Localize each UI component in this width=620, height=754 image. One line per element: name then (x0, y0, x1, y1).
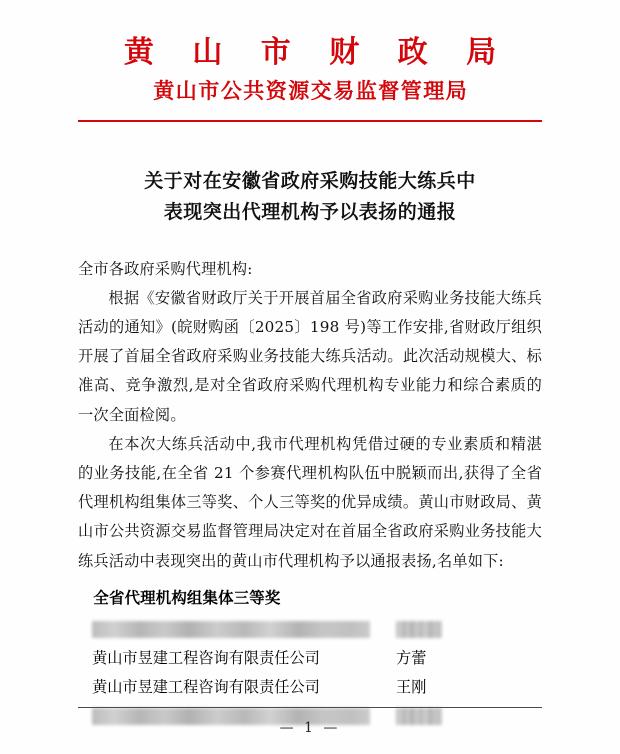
table-row (78, 615, 542, 644)
award-heading: 全省代理机构组集体三等奖 (93, 588, 281, 607)
award-name-table (78, 615, 542, 731)
salutation: 全市各政府采购代理机构: (78, 259, 253, 278)
letterhead (78, 0, 542, 122)
redaction-block (92, 621, 370, 638)
row-organization: 黄山市昱建工程咨询有限责任公司 (92, 677, 320, 696)
table-row (78, 673, 542, 702)
page-number: — 1 — (279, 720, 341, 736)
row-organization: 黄山市昱建工程咨询有限责任公司 (92, 648, 320, 667)
letterhead-red-rule (78, 120, 542, 122)
redaction-block (396, 621, 442, 638)
table-row (78, 644, 542, 673)
title-line-2: 表现突出代理机构予以表扬的通报 (163, 201, 457, 224)
body-paragraph-2: 在本次大练兵活动中,我市代理机构凭借过硬的专业素质和精湛的业务技能,在全省 21 个参赛代理机构队伍中脱颖而出,获得了全省代理机构组集体三等奖、个人三等奖的优异成绩。黄山市财政局、黄山市公共资源交易监督管理局决定对在首届全省政府采购业务技能大练兵活动中表现突出的黄山市代理机构予以通报表扬,名单如下: (78, 434, 542, 570)
document-body (78, 255, 542, 576)
row-person: 王刚 (396, 677, 427, 696)
body-paragraph-1: 根据《安徽省财政厅关于开展首届全省政府采购业务技能大练兵活动的通知》(皖财购函〔2025〕198 号)等工作安排,省财政厅组织开展了首届全省政府采购业务技能大练兵活动。此次活动规模大、标准高、竞争激烈,是对全省政府采购代理机构专业能力和综合素质的一次全面检阅。 (78, 288, 542, 424)
document-title (78, 166, 542, 229)
letterhead-line-1: 黄 山 市 财 政 局 (123, 35, 511, 70)
footer-divider (78, 707, 542, 708)
letterhead-line-2: 黄山市公共资源交易监督管理局 (153, 77, 469, 103)
title-line-1: 关于对在安徽省政府采购技能大练兵中 (144, 169, 476, 192)
row-person: 方蕾 (396, 648, 427, 667)
row-person (378, 615, 468, 645)
row-organization (78, 615, 378, 645)
